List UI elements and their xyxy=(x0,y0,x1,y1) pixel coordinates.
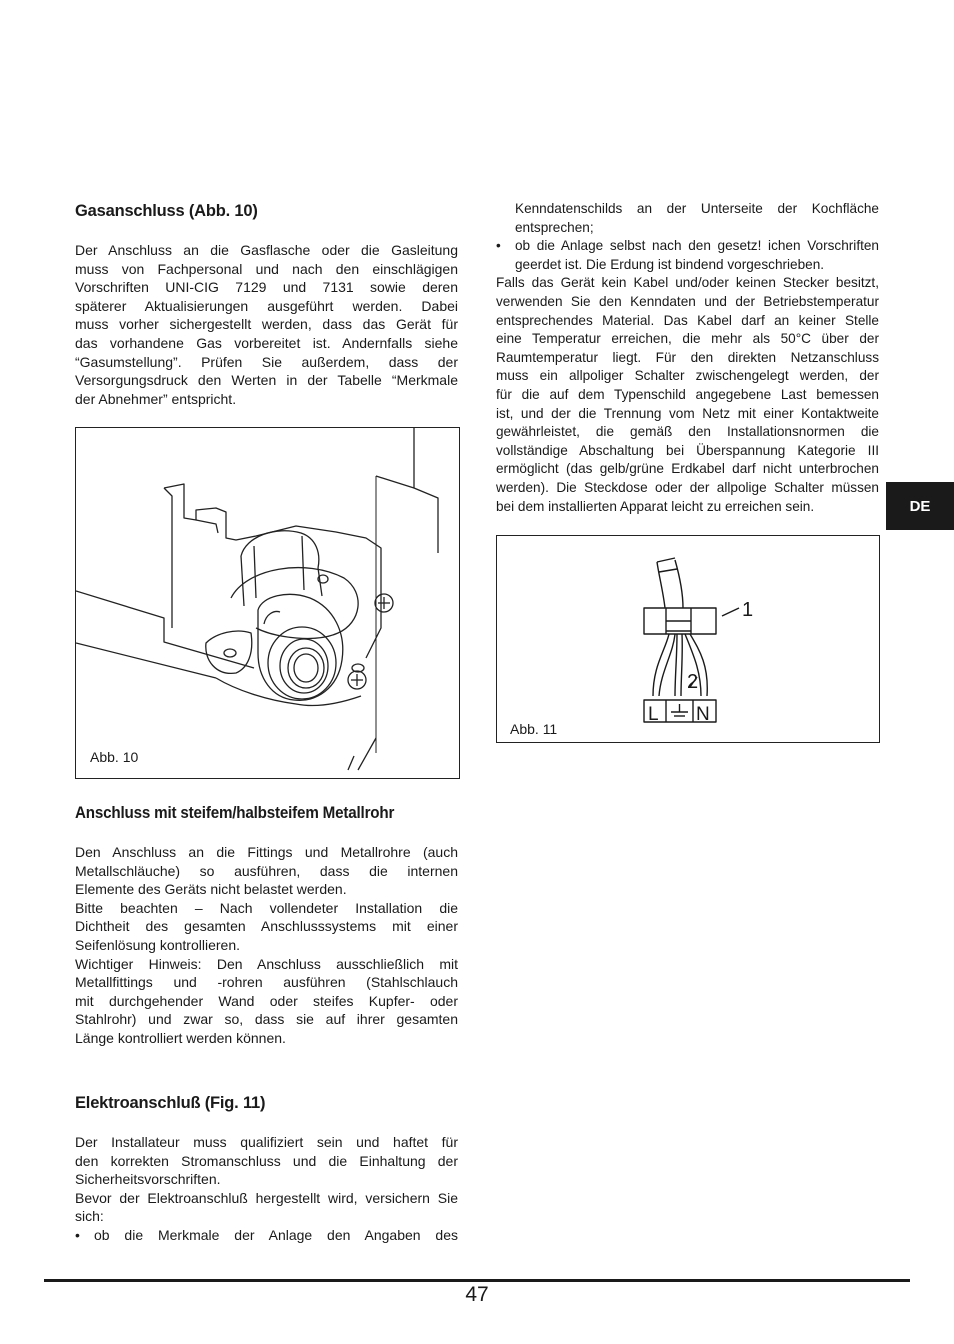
text-line: Der Anschluss an die Gasflasche oder die Gasleitung xyxy=(75,242,458,258)
text-line: Kenndatenschilds an der Unterseite der Kochfläche xyxy=(515,201,879,216)
text-line: Versorgungsdruck den Werten in der Tabelle “Merkmale xyxy=(75,372,458,389)
figure-10 xyxy=(75,427,460,779)
text-line: Raumtemperatur liegt. Für den direkten Netzanschluss xyxy=(496,349,879,365)
label-1: 1 xyxy=(742,599,754,621)
bullet-1-continuation xyxy=(496,200,879,237)
text-line: muss ein allpoliger Schalter zwischengelegt werden, der xyxy=(496,368,879,384)
right-paragraph xyxy=(496,274,879,516)
pipe-paragraph xyxy=(75,843,458,1048)
gas-heading: Gasanschluss (Abb. 10) xyxy=(75,202,258,220)
text-line: Bevor der Elektroanschluß hergestellt wird, versichern Sie xyxy=(75,1189,458,1206)
text-line: eine Temperatur erreichen, die mehr als 50°C über der xyxy=(496,331,879,347)
page-number: 47 xyxy=(465,1283,489,1306)
text-line: ist, und der die Trennung vom Netz mit einer Kontaktweite xyxy=(496,405,879,421)
language-tab: DE xyxy=(886,482,954,530)
text-line: • ob die Anlage selbst nach den gesetz! ichen Vorschriften xyxy=(515,238,879,254)
text-line: Sicherheitsvorschriften. xyxy=(75,1171,221,1188)
text-line: ermöglicht (das gelb/grüne Erdkabel darf nicht unterbrochen xyxy=(496,461,879,477)
pipe-heading: Anschluss mit steifem/halbsteifem Metallrohr xyxy=(75,804,395,822)
footer-rule xyxy=(44,1279,910,1282)
text-line: entsprechen; xyxy=(515,219,594,235)
electric-bullet-1: • ob die Merkmale der Anlage den Angaben des xyxy=(75,1226,458,1245)
electric-paragraph xyxy=(75,1133,458,1226)
text-line: entsprechendes Material. Das Kabel darf an keiner Stelle xyxy=(496,312,879,328)
text-line: Stahlrohr) und zwar so, dass sie auf ihrer gesamten xyxy=(75,1011,458,1028)
electric-heading: Elektroanschluß (Fig. 11) xyxy=(75,1094,266,1112)
text-line: den korrekten Stromanschluss und die Einhaltung der xyxy=(75,1152,458,1169)
text-line: vollständige Abschaltung bei Überspannung Kategorie III xyxy=(496,442,879,458)
gas-connector-illustration xyxy=(76,428,459,778)
text-line: Wichtiger Hinweis: Den Anschluss ausschließlich mit xyxy=(75,955,458,972)
bullet-2 xyxy=(496,237,879,274)
text-line: geerdet ist. Die Erdung ist bindend vorgeschrieben. xyxy=(515,256,825,272)
figure-11-caption: Abb. 11 xyxy=(510,721,558,737)
text-line: Metallfittings und -rohren ausführen (Stahlschlauch xyxy=(75,974,458,991)
text-line: späterer Aktualisierungen ausgeführt werden. Dabei xyxy=(75,297,458,314)
gas-paragraph xyxy=(75,241,458,408)
text-line: mit durchgehender Wand oder steifes Kupfer- oder xyxy=(75,992,458,1009)
right-bullet-list xyxy=(496,200,879,274)
text-line: Bitte beachten – Nach vollendeter Installation die xyxy=(75,899,458,916)
text-line: das vorhandene Gas vorbereitet ist. Andernfalls siehe xyxy=(75,334,458,351)
text-line: Seifenlösung kontrollieren. xyxy=(75,936,240,953)
text-line: sich: xyxy=(75,1208,104,1225)
terminal-L: L xyxy=(648,704,659,725)
figure-10-caption: Abb. 10 xyxy=(90,749,139,765)
text-line: muss von Fachpersonal und nach den einschlägigen xyxy=(75,260,458,277)
text-line: gewährleistet, die gemäß den Installationsnormen die xyxy=(496,424,879,440)
text-line: der Abnehmer” entspricht. xyxy=(75,390,237,407)
text-line: Vorschriften UNI-CIG 7129 und 7131 sowie deren xyxy=(75,279,458,296)
text-line: Dichtheit des gesamten Anschlusssystems mit einer xyxy=(75,918,458,935)
text-line: Elemente des Geräts nicht belastet werden. xyxy=(75,881,347,898)
terminal-N: N xyxy=(696,704,710,725)
label-2: 2 xyxy=(687,671,699,693)
text-line: verwenden Sie den Kenndaten und der Betriebstemperatur xyxy=(496,293,879,309)
text-line: werden). Die Steckdose oder der allpolige Schalter müssen xyxy=(496,479,879,495)
text-line: bei dem installierten Apparat leicht zu erreichen sein. xyxy=(496,498,815,514)
electric-bullet-list xyxy=(75,1226,458,1245)
text-line: Falls das Gerät kein Kabel und/oder keinen Stecker besitzt, xyxy=(496,275,879,291)
text-line: Länge kontrolliert werden können. xyxy=(75,1029,286,1046)
text-line: Der Installateur muss qualifiziert sein und haftet für xyxy=(75,1134,458,1150)
text-line: für die auf dem Typenschild angegebene Last bemessen xyxy=(496,386,879,402)
figure-11 xyxy=(496,535,880,743)
text-line: Den Anschluss an die Fittings und Metallrohre (auch xyxy=(75,844,458,860)
text-line: “Gasumstellung”. Prüfen Sie außerdem, dass der xyxy=(75,353,458,370)
wiring-diagram xyxy=(497,536,879,742)
right-column xyxy=(496,200,879,516)
text-line: muss vorher sichergestellt werden, dass das Gerät für xyxy=(75,316,458,333)
text-line: Metallschläuche) so ausführen, dass die internen xyxy=(75,862,458,879)
